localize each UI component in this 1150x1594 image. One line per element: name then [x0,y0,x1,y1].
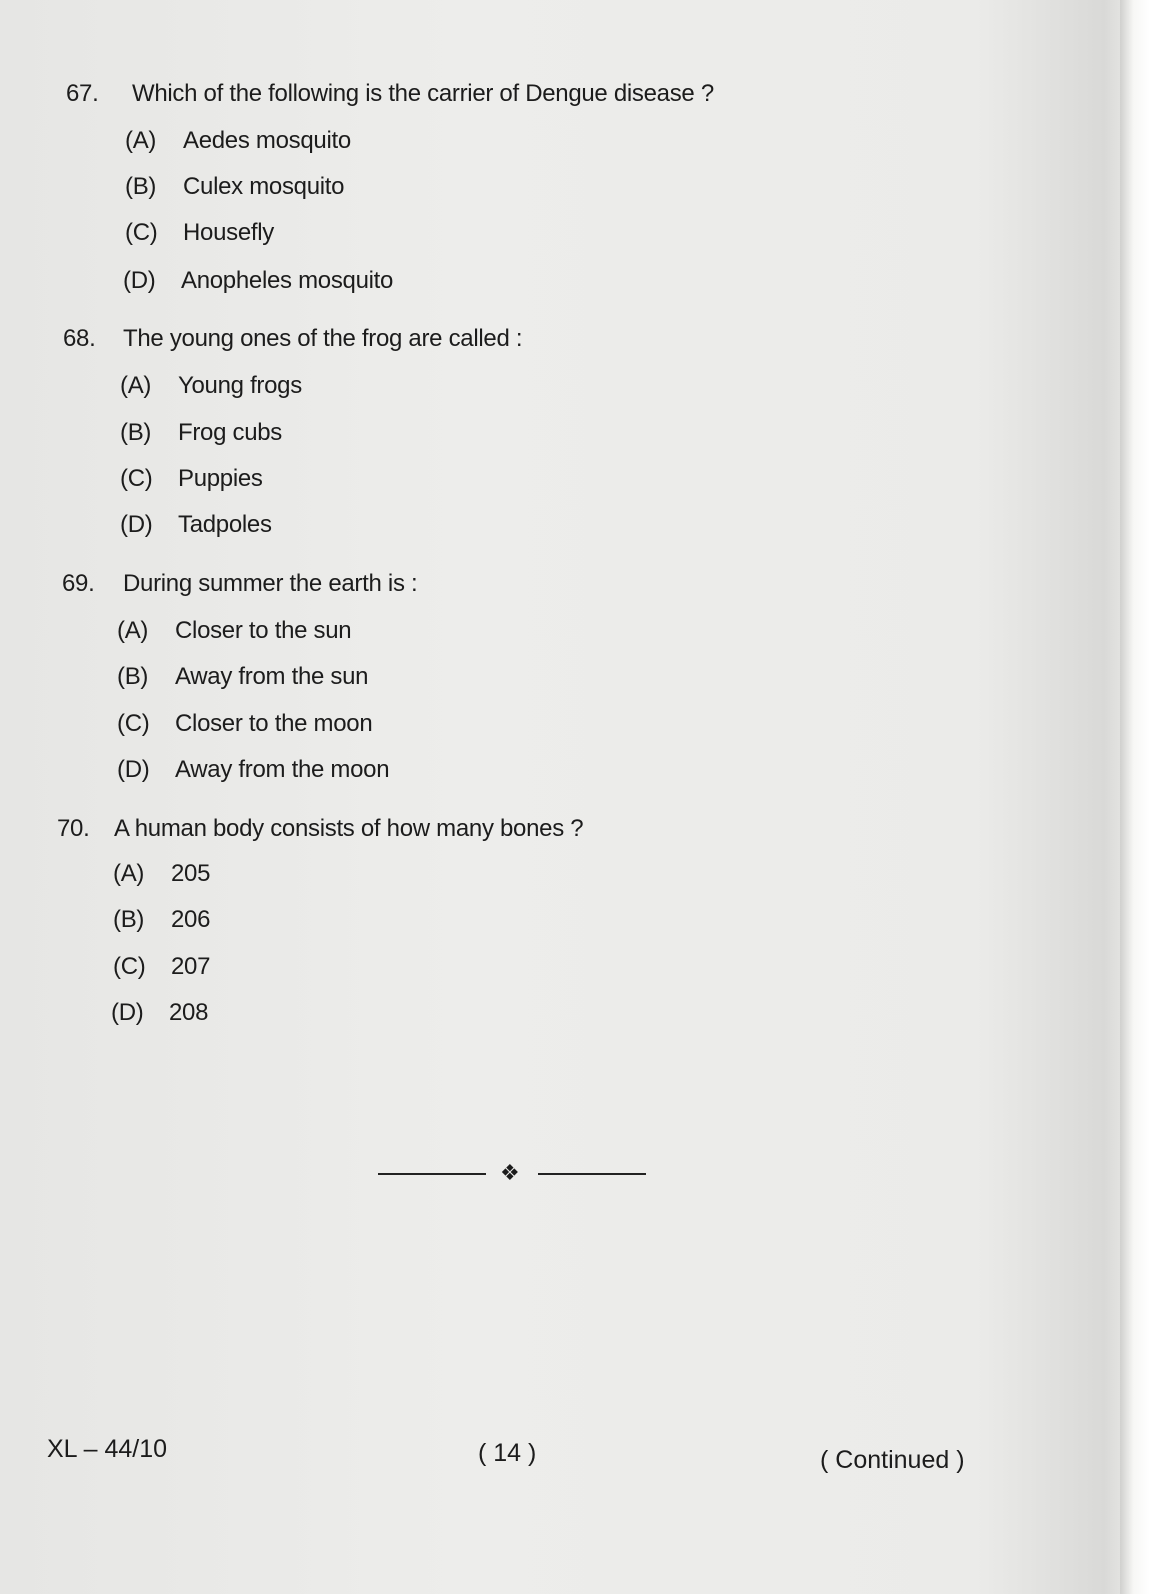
option-text: 208 [169,999,209,1026]
question-number: 69. [62,570,95,597]
option-68-c [120,465,263,493]
page-edge-shadow [1120,0,1150,1594]
question-text: During summer the earth is : [123,570,418,597]
divider-line-left [378,1173,486,1175]
continued-note: ( Continued ) [820,1446,965,1474]
option-67-c [125,219,274,247]
option-68-a [120,372,302,400]
option-label: (C) [113,953,146,980]
option-text: Puppies [178,465,263,492]
option-69-a [117,617,351,645]
option-label: (A) [120,372,152,399]
option-text: 207 [171,953,211,980]
option-text: Young frogs [178,372,302,399]
question-number: 68. [63,325,96,352]
option-label: (D) [123,267,156,294]
option-text: Aedes mosquito [183,127,351,154]
question-67 [66,80,766,110]
option-label: (D) [117,756,150,783]
option-text: 205 [171,860,211,887]
question-text: The young ones of the frog are called : [123,325,523,352]
section-divider [378,1160,648,1185]
option-69-b [117,663,368,691]
question-number: 70. [57,815,90,842]
option-label: (C) [117,710,150,737]
option-70-d [111,999,208,1027]
option-67-a [125,127,351,155]
question-number: 67. [66,80,99,107]
option-label: (B) [113,906,145,933]
option-label: (B) [120,419,152,446]
option-text: Closer to the sun [175,617,352,644]
option-69-c [117,710,372,738]
option-68-b [120,419,282,447]
option-68-d [120,511,272,539]
paper-code: XL – 44/10 [47,1435,168,1463]
diamond-ornament-icon: ❖ [500,1160,520,1185]
option-text: Tadpoles [178,511,272,538]
question-69 [62,570,762,600]
option-70-b [113,906,210,934]
page-number: ( 14 ) [478,1439,537,1467]
option-label: (B) [125,173,157,200]
question-68 [63,325,763,355]
option-text: 206 [171,906,211,933]
question-text: A human body consists of how many bones ? [114,815,584,842]
option-label: (C) [125,219,158,246]
option-70-c [113,953,210,981]
option-text: Away from the moon [175,756,390,783]
question-70 [57,815,757,845]
option-text: Housefly [183,219,274,246]
option-67-b [125,173,344,201]
option-69-d [117,756,389,784]
option-label: (D) [111,999,144,1026]
option-text: Away from the sun [175,663,369,690]
option-text: Anopheles mosquito [181,267,394,294]
option-text: Closer to the moon [175,710,373,737]
option-label: (B) [117,663,149,690]
option-70-a [113,860,210,888]
option-67-d [123,267,393,295]
option-label: (A) [117,617,149,644]
option-text: Culex mosquito [183,173,345,200]
question-text: Which of the following is the carrier of Dengue disease ? [132,80,714,107]
option-label: (A) [113,860,145,887]
divider-line-right [538,1173,646,1175]
option-label: (D) [120,511,153,538]
option-label: (A) [125,127,157,154]
option-text: Frog cubs [178,419,283,446]
option-label: (C) [120,465,153,492]
